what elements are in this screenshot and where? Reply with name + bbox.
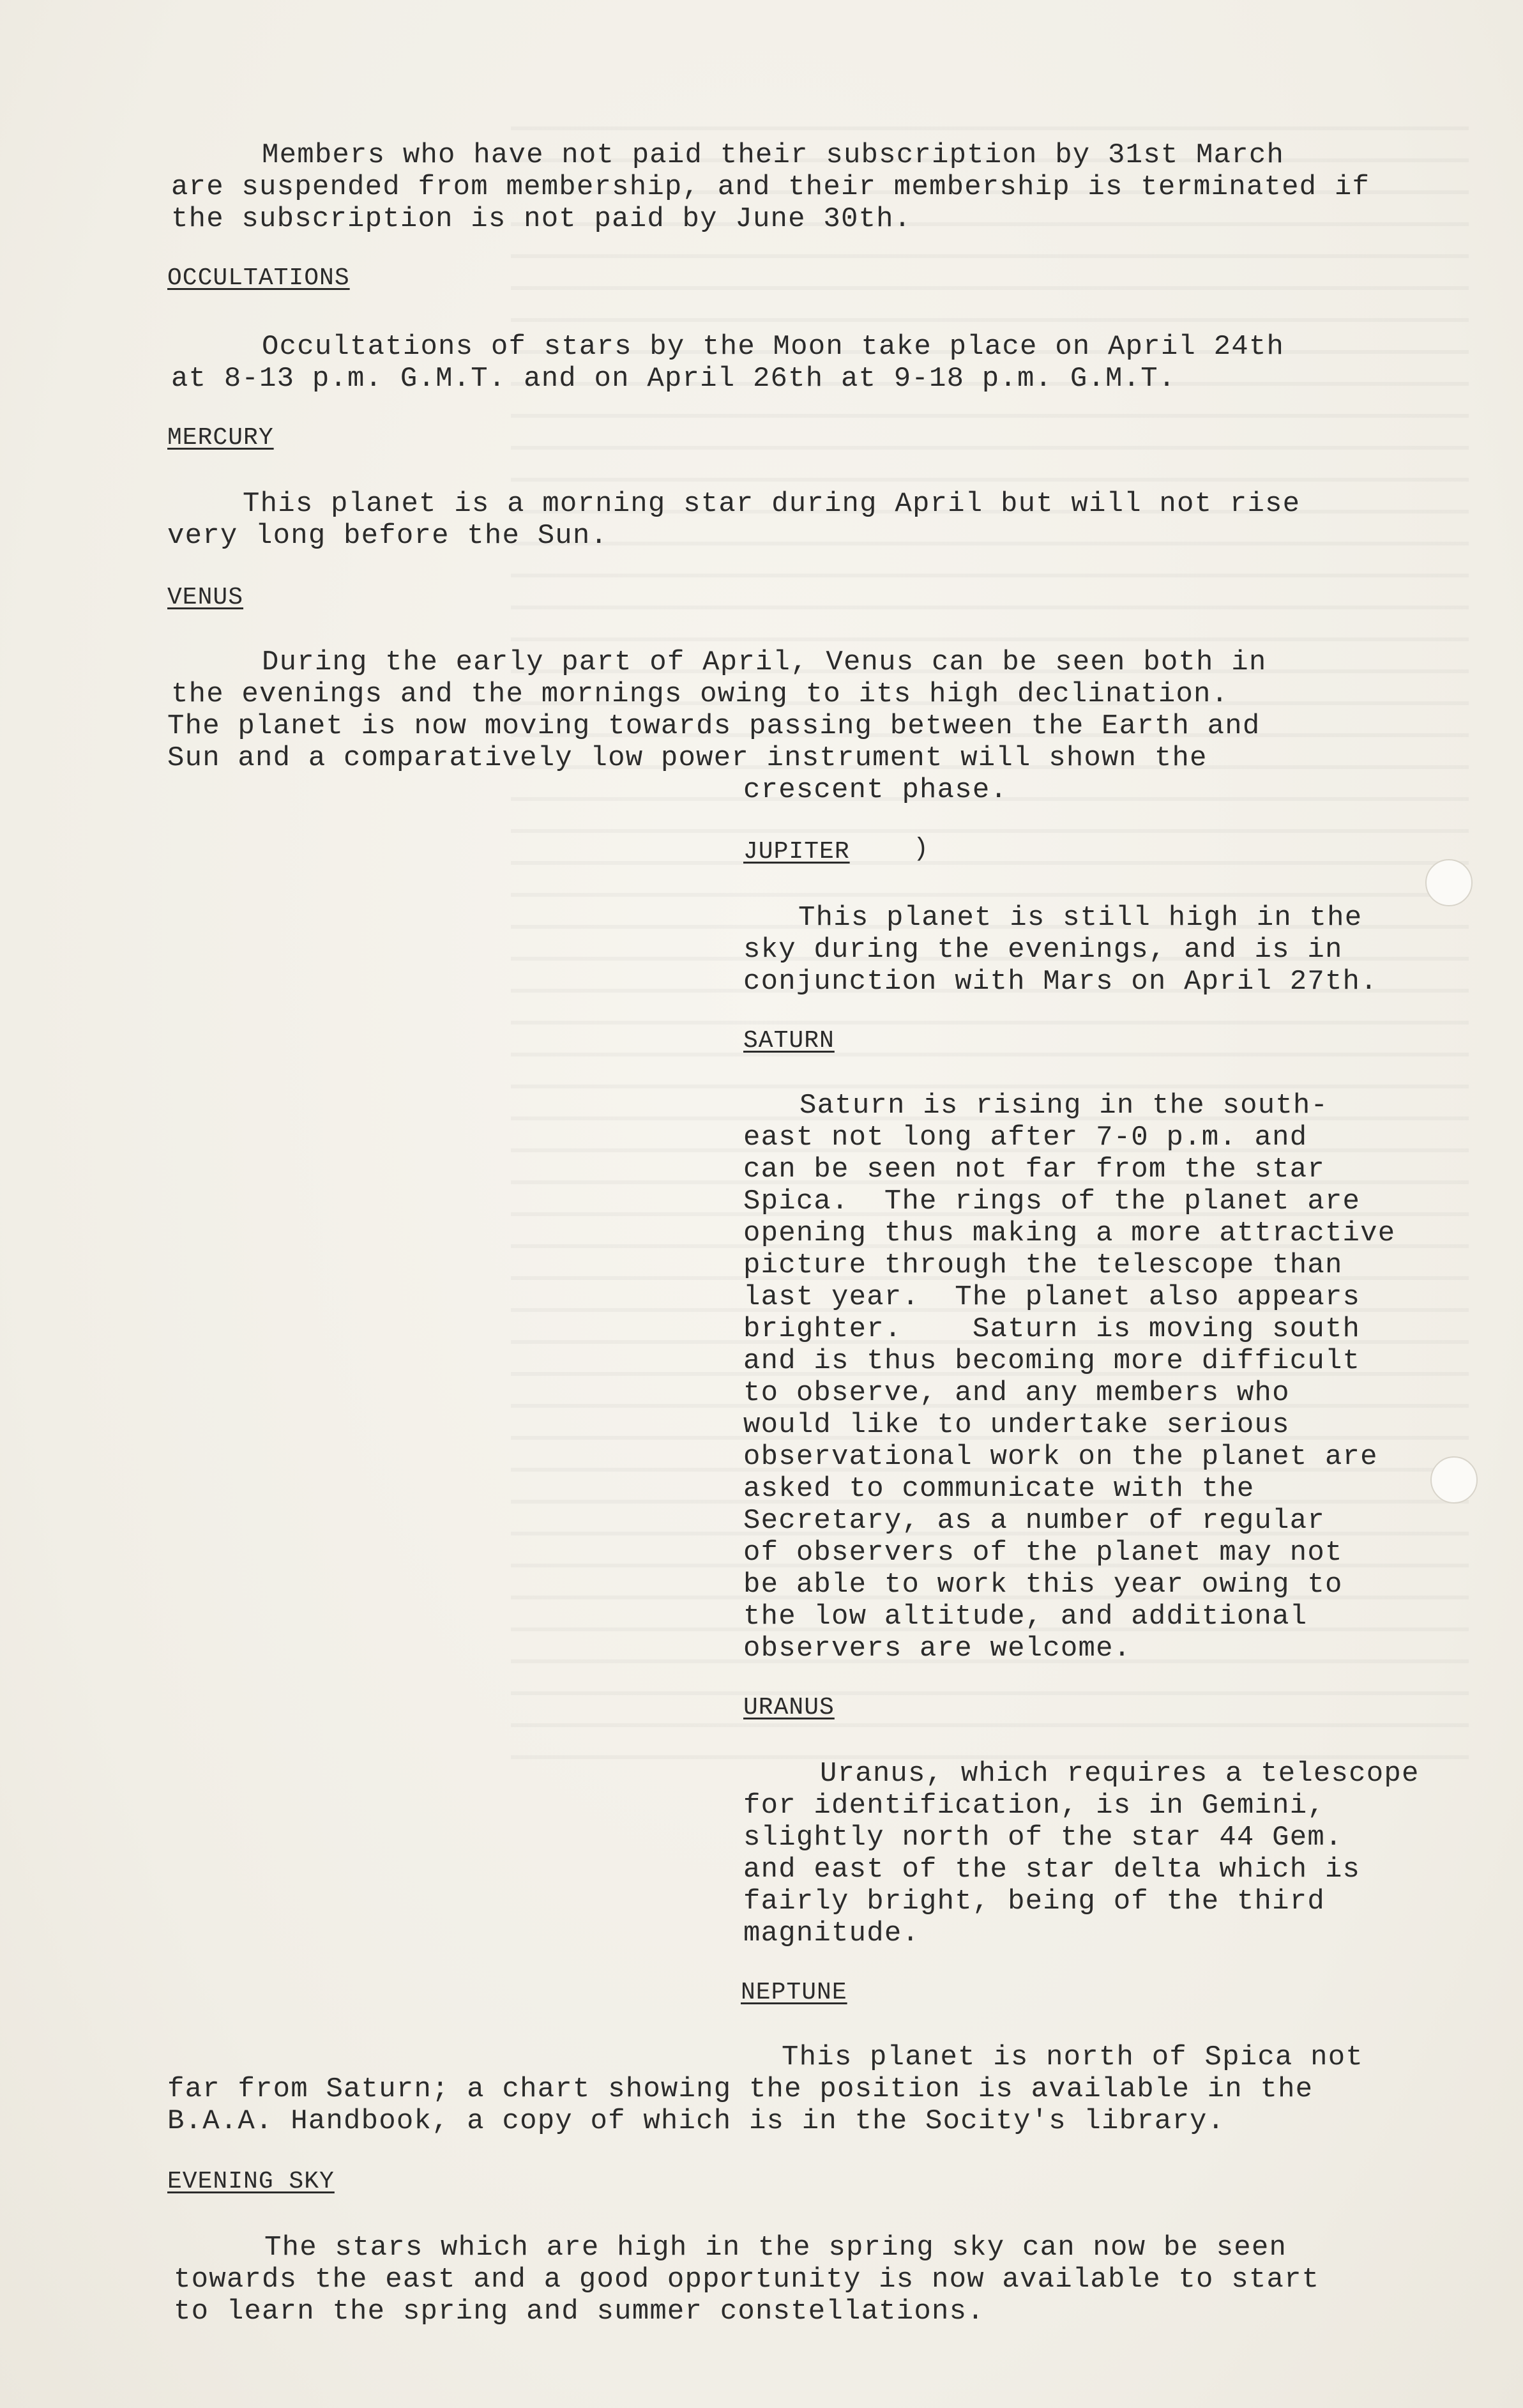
- saturn-line-4: Spica. The rings of the planet are: [743, 1185, 1361, 1217]
- uranus-line-4: and east of the star delta which is: [743, 1854, 1361, 1886]
- uranus-line-3: slightly north of the star 44 Gem.: [743, 1822, 1343, 1854]
- evening-sky-line-3: to learn the spring and summer constellations.: [174, 2296, 985, 2328]
- saturn-line-16: be able to work this year owing to: [743, 1569, 1343, 1601]
- saturn-heading: SATURN: [743, 1027, 835, 1055]
- saturn-line-11: would like to undertake serious: [743, 1409, 1290, 1441]
- neptune-heading: NEPTUNE: [741, 1979, 847, 2006]
- uranus-line-6: magnitude.: [743, 1917, 920, 1949]
- venus-heading: VENUS: [167, 584, 244, 611]
- saturn-line-13: asked to communicate with the: [743, 1473, 1255, 1505]
- saturn-line-3: can be seen not far from the star: [743, 1154, 1325, 1185]
- jupiter-line-1: This planet is still high in the: [798, 902, 1363, 934]
- venus-line-1: During the early part of April, Venus can be seen both in: [262, 646, 1267, 678]
- saturn-line-18: observers are welcome.: [743, 1633, 1132, 1665]
- mercury-line-1: This planet is a morning star during April but will not rise: [243, 488, 1301, 520]
- intro-line-2: are suspended from membership, and their membership is terminated if: [171, 171, 1370, 203]
- mercury-line-2: very long before the Sun.: [167, 520, 609, 552]
- venus-line-5: crescent phase.: [743, 774, 1008, 806]
- saturn-line-6: picture through the telescope than: [743, 1249, 1343, 1281]
- saturn-line-10: to observe, and any members who: [743, 1377, 1290, 1409]
- intro-line-1: Members who have not paid their subscription by 31st March: [262, 139, 1285, 171]
- saturn-line-14: Secretary, as a number of regular: [743, 1505, 1325, 1537]
- saturn-line-2: east not long after 7-0 p.m. and: [743, 1122, 1308, 1154]
- uranus-line-2: for identification, is in Gemini,: [743, 1790, 1325, 1822]
- venus-line-3: The planet is now moving towards passing between the Earth and: [167, 710, 1261, 742]
- saturn-line-15: of observers of the planet may not: [743, 1537, 1343, 1569]
- neptune-line-3: B.A.A. Handbook, a copy of which is in the Socity's library.: [167, 2105, 1225, 2137]
- evening-sky-heading: EVENING SKY: [167, 2168, 335, 2195]
- jupiter-heading: JUPITER: [743, 838, 850, 865]
- occultations-line-1: Occultations of stars by the Moon take place on April 24th: [262, 331, 1285, 363]
- jupiter-margin-mark: ): [913, 835, 929, 864]
- neptune-line-1: This planet is north of Spica not: [782, 2041, 1363, 2073]
- occultations-heading: OCCULTATIONS: [167, 264, 350, 292]
- occultations-line-2: at 8-13 p.m. G.M.T. and on April 26th at 9-18 p.m. G.M.T.: [171, 363, 1176, 395]
- uranus-line-1: Uranus, which requires a telescope: [820, 1758, 1420, 1790]
- uranus-line-5: fairly bright, being of the third: [743, 1886, 1325, 1917]
- uranus-heading: URANUS: [743, 1694, 835, 1721]
- saturn-line-1: Saturn is rising in the south-: [799, 1090, 1329, 1122]
- saturn-line-12: observational work on the planet are: [743, 1441, 1378, 1473]
- neptune-line-2: far from Saturn; a chart showing the position is available in the: [167, 2073, 1314, 2105]
- mercury-heading: MERCURY: [167, 424, 274, 452]
- punch-hole-top: [1425, 859, 1473, 906]
- saturn-line-5: opening thus making a more attractive: [743, 1217, 1396, 1249]
- jupiter-line-3: conjunction with Mars on April 27th.: [743, 966, 1378, 998]
- intro-line-3: the subscription is not paid by June 30th.: [171, 203, 912, 235]
- jupiter-line-2: sky during the evenings, and is in: [743, 934, 1343, 966]
- saturn-line-9: and is thus becoming more difficult: [743, 1345, 1361, 1377]
- saturn-line-8: brighter. Saturn is moving south: [743, 1313, 1361, 1345]
- saturn-line-17: the low altitude, and additional: [743, 1601, 1308, 1633]
- saturn-line-7: last year. The planet also appears: [743, 1281, 1361, 1313]
- evening-sky-line-1: The stars which are high in the spring sky can now be seen: [264, 2232, 1287, 2264]
- venus-line-2: the evenings and the mornings owing to its high declination.: [171, 678, 1229, 710]
- evening-sky-line-2: towards the east and a good opportunity is now available to start: [174, 2264, 1320, 2296]
- punch-hole-bottom: [1430, 1456, 1478, 1504]
- venus-line-4: Sun and a comparatively low power instrument will shown the: [167, 742, 1208, 774]
